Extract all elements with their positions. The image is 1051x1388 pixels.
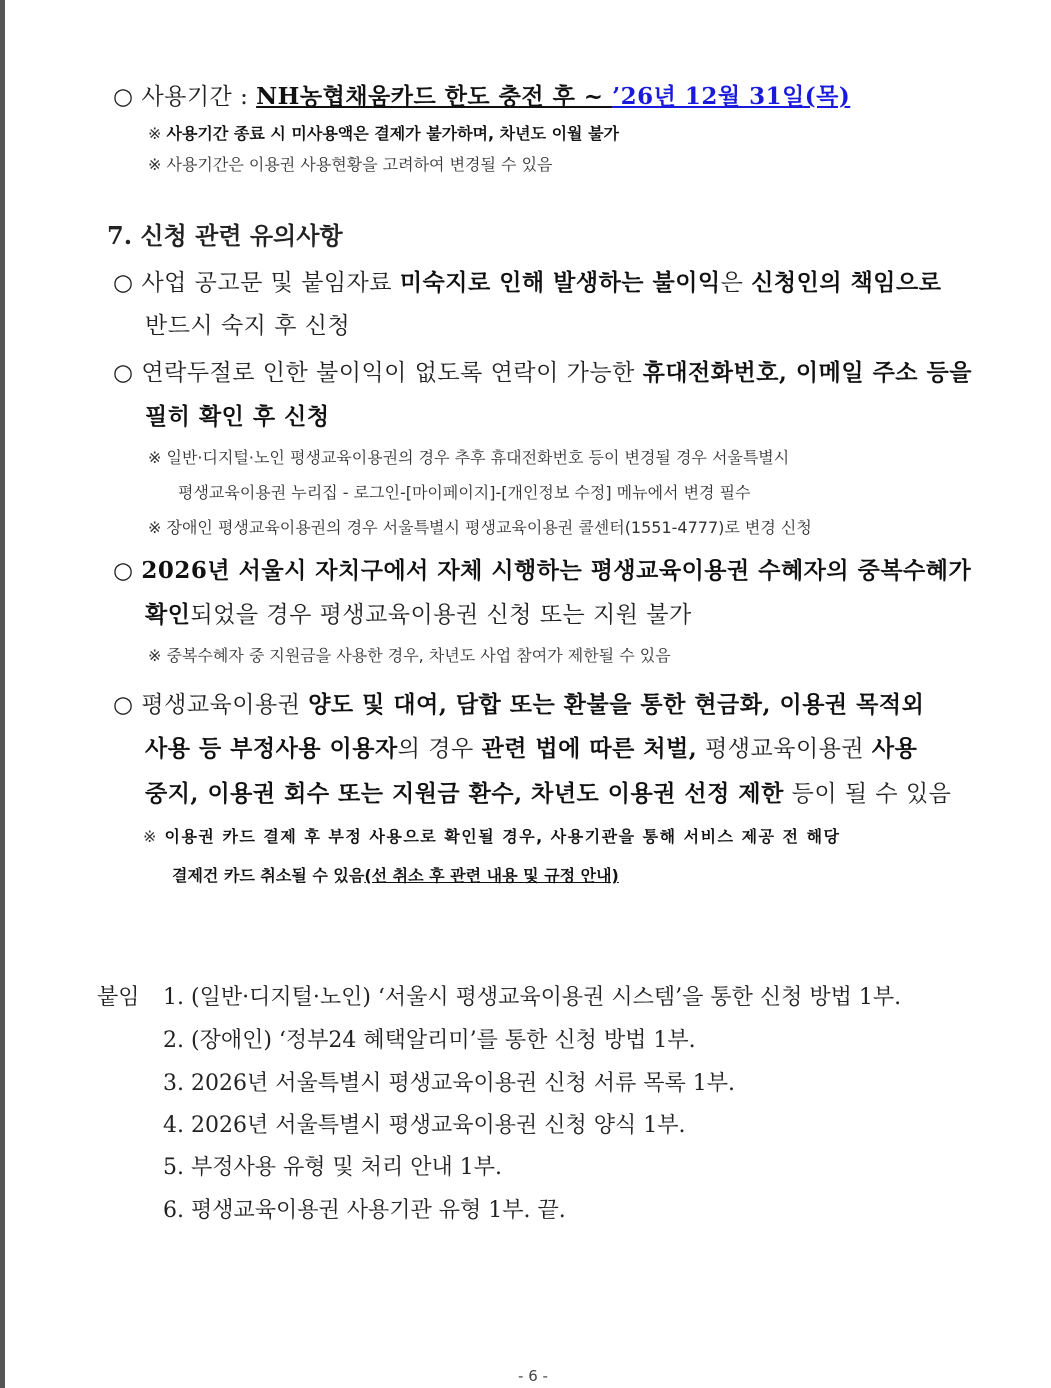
viewer-edge [0, 0, 5, 1388]
emphasized-text: 사용기간 종료 시 미사용액은 결제가 불가하며, 차년도 이월 불가 [166, 124, 619, 143]
text-segment: 은 [720, 270, 752, 296]
emphasized-text: 중지, 이용권 회수 또는 지원금 환수, 차년도 이용권 선정 제한 [145, 780, 784, 807]
note-line [148, 157, 553, 173]
emphasized-text: ’26년 12월 31일(목) [612, 83, 851, 110]
text-segment: 의 경우 [397, 736, 482, 762]
attachment-item [163, 1030, 696, 1052]
text-segment: 2. (장애인) ‘정부24 혜택알리미’를 통한 신청 방법 1부. [163, 1028, 696, 1053]
bullet-continuation [145, 782, 951, 806]
emphasized-text: NH농협채움카드 한도 충전 후 ~ [256, 83, 613, 110]
emphasized-text: 2026년 서울시 자치구에서 자체 시행하는 평생교육이용권 수혜자의 중복수혜가 [141, 557, 972, 584]
emphasized-text: (선 취소 후 관련 내용 및 규정 안내) [364, 866, 619, 885]
emphasized-text: 사용 [871, 735, 918, 762]
bullet-line [113, 361, 972, 385]
attachment-item [163, 1200, 566, 1222]
text-segment: 평생교육이용권 누리집 - 로그인-[마이페이지]-[개인정보 수정] 메뉴에서 변경 필수 [178, 483, 751, 502]
text-segment: 4. 2026년 서울특별시 평생교육이용권 신청 양식 1부. [163, 1113, 686, 1138]
page-number: - 6 - [518, 1367, 548, 1385]
attachment-item [163, 987, 901, 1009]
bullet-continuation [145, 315, 350, 338]
text-segment: 5. 부정사용 유형 및 처리 안내 1부. [163, 1155, 502, 1180]
emphasized-text: 확인 [145, 601, 191, 628]
note-line [148, 520, 812, 536]
text-segment: 3. 2026년 서울특별시 평생교육이용권 신청 서류 목록 1부. [163, 1071, 735, 1096]
text-segment: ○ 평생교육이용권 [113, 692, 309, 718]
text-segment: 붙임 [97, 985, 140, 1010]
text-segment: ○ [113, 558, 142, 584]
emphasized-text: 결제건 카드 취소될 수 있음 [172, 866, 365, 885]
emphasized-text: 양도 및 대여, 담합 또는 환불을 통한 현금화, 이용권 목적외 [308, 691, 925, 718]
text-segment: ○ 사용기간 : [113, 84, 257, 110]
note-line [143, 829, 841, 845]
emphasized-text: 미숙지로 인해 발생하는 불이익 [399, 269, 721, 296]
text-segment: ○ 사업 공고문 및 붙임자료 [113, 270, 400, 296]
bullet-line [113, 271, 941, 295]
bullet-line [113, 559, 971, 583]
emphasized-text: 이용권 카드 결제 후 부정 사용으로 확인될 경우, 사용기관을 통해 서비스 제공 전 해당 [164, 827, 841, 846]
attachment-item [163, 1073, 735, 1095]
text-segment: 6. 평생교육이용권 사용기관 유형 1부. 끝. [163, 1198, 566, 1223]
usage-period-line [113, 85, 850, 109]
text-segment: 등이 될 수 있음 [783, 781, 952, 807]
bullet-continuation [145, 737, 917, 761]
attachment-item [163, 1157, 502, 1179]
text-segment: 반드시 숙지 후 신청 [145, 313, 351, 339]
text-segment: ※ 일반·디지털·노인 평생교육이용권의 경우 추후 휴대전화번호 등이 변경될 경우 서울특별시 [148, 448, 790, 467]
note-continuation [178, 485, 750, 501]
text-segment: 평생교육이용권 [697, 736, 872, 762]
text-segment: 7. 신청 관련 유의사항 [107, 221, 343, 250]
bullet-line [113, 693, 924, 717]
emphasized-text: 사용 등 부정사용 이용자 [145, 735, 398, 762]
bullet-continuation [145, 603, 692, 627]
text-segment: ○ 연락두절로 인한 불이익이 없도록 연락이 가능한 [113, 360, 643, 386]
text-segment: ※ [148, 124, 167, 143]
emphasized-text: 신청인의 책임으로 [751, 269, 942, 296]
text-segment: 되었을 경우 평생교육이용권 신청 또는 지원 불가 [190, 602, 692, 628]
emphasized-text: 관련 법에 따른 처벌, [481, 735, 698, 762]
text-segment: ※ [143, 827, 165, 846]
emphasized-text: 휴대전화번호, 이메일 주소 등을 [642, 359, 972, 386]
note-line [148, 450, 789, 466]
note-line [148, 648, 671, 664]
emphasized-text: 필히 확인 후 신청 [145, 403, 330, 430]
text-segment: 1. (일반·디지털·노인) ‘서울시 평생교육이용권 시스템’을 통한 신청 방법 1부. [163, 985, 902, 1010]
attachment-label [97, 987, 140, 1009]
bullet-continuation [145, 405, 330, 429]
text-segment: ※ 사용기간은 이용권 사용현황을 고려하여 변경될 수 있음 [148, 155, 553, 174]
text-segment: ※ 중복수혜자 중 지원금을 사용한 경우, 차년도 사업 참여가 제한될 수 있음 [148, 646, 671, 665]
attachment-item [163, 1115, 685, 1137]
text-segment: ※ 장애인 평생교육이용권의 경우 서울특별시 평생교육이용권 콜센터(1551-4777)로 변경 신청 [148, 518, 812, 537]
note-continuation [172, 868, 619, 884]
section-heading [107, 221, 343, 250]
note-line [148, 126, 619, 142]
